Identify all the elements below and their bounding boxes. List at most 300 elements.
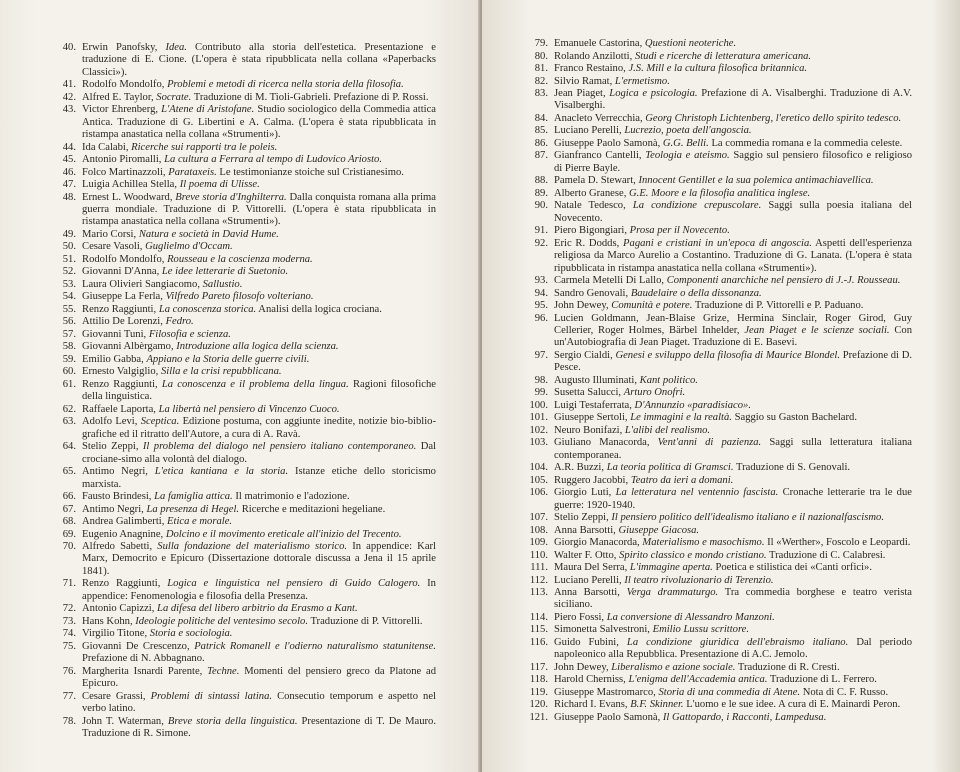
entry-number: 64. (62, 441, 76, 453)
catalog-entry (520, 375, 912, 387)
catalog-entry (48, 416, 436, 441)
catalog-entry (48, 192, 436, 229)
entry-title: La presenza di Hegel. (146, 503, 240, 515)
catalog-entry (520, 38, 912, 50)
entry-number: 56. (62, 316, 76, 328)
entry-title: L'immagine aperta. (629, 562, 713, 574)
entry-author: Augusto Illuminati, (554, 374, 637, 386)
catalog-entry (48, 254, 436, 266)
entry-number: 85. (534, 125, 548, 137)
catalog-entry (48, 491, 436, 503)
entry-title: La letteratura nel ventennio fascista. (615, 487, 779, 499)
entry-number: 118. (529, 674, 548, 686)
catalog-entry (520, 238, 912, 275)
entry-note: Traduzione di M. Tioli-Gabrieli. Prefazione di P. Rossi. (193, 91, 429, 103)
entry-number: 48. (62, 191, 76, 203)
entry-number: 98. (534, 374, 548, 386)
entry-number: 78. (62, 715, 76, 727)
entry-number: 63. (62, 416, 76, 428)
entry-author: Maura Del Serra, (554, 562, 628, 574)
entry-title: La difesa del libero arbitrio da Erasmo a Kant. (157, 603, 358, 615)
catalog-entry (520, 437, 912, 462)
catalog-entry (48, 154, 436, 166)
entry-author: Giuseppe Sertoli, (554, 412, 628, 424)
entry-author: Rodolfo Mondolfo, (82, 253, 165, 265)
entry-author: Ida Calabi, (82, 141, 129, 153)
entry-title: L'etica kantiana e la storia. (154, 466, 289, 478)
entry-number: 50. (62, 241, 76, 253)
entry-number: 116. (529, 636, 548, 648)
catalog-entry (520, 462, 912, 474)
entry-number: 61. (62, 378, 76, 390)
entry-number: 102. (529, 424, 548, 436)
entry-title: J.S. Mill e la cultura filosofica britannica. (628, 63, 808, 74)
entry-title: Sceptica. (140, 416, 180, 428)
entry-title: Sallustio. (202, 278, 243, 290)
entry-title: Il teatro rivoluzionario di Terenzio. (624, 574, 774, 586)
entry-title: Problemi e metodi di ricerca nella storia della filosofia. (167, 79, 404, 91)
entry-title: Studi e ricerche di letteratura americana. (634, 50, 812, 62)
entry-note: Istanze etiche dello storicismo marxista. (82, 466, 436, 490)
entry-number: 71. (62, 578, 76, 590)
entry-note: La commedia romana e la commedia celeste. (711, 137, 903, 149)
entry-title: La conoscenza storica. (158, 303, 257, 315)
entry-author: Gianfranco Cantelli, (554, 150, 642, 162)
catalog-entry (48, 529, 436, 541)
entry-title: Patrick Romanell e l'odierno naturalismo statunitense. (194, 640, 437, 652)
entry-title: Appiano e la Storia delle guerre civili. (146, 353, 310, 365)
entry-number: 92. (534, 237, 548, 249)
entry-number: 95. (534, 300, 548, 312)
entry-title: La condizione giuridica dell'ebraismo italiano. (626, 636, 849, 648)
entry-author: John Dewey, (554, 661, 609, 673)
entry-title: Guglielmo d'Occam. (145, 241, 233, 253)
entry-title: La condizione crepuscolare. (632, 200, 762, 212)
entry-note: Consecutio temporum e aspetto nel verbo latino. (82, 690, 436, 714)
catalog-entry (48, 241, 436, 253)
entry-note: Saggio sul pensiero filosofico e religioso di Pierre Bayle. (554, 150, 912, 174)
catalog-entry (520, 150, 912, 175)
entry-title: Questioni neoteriche. (644, 38, 737, 49)
catalog-entry (520, 412, 912, 424)
entry-note: Prefazione di A. Visalberghi. Traduzione di A.V. Visalberghi. (554, 88, 913, 112)
entry-note: Traduzione di P. Vittorelli e P. Paduano. (694, 300, 864, 312)
entry-number: 105. (529, 474, 548, 486)
entry-author: Simonetta Salvestroni, (554, 624, 650, 636)
entry-note: Il «Werther», Foscolo e Leopardi. (767, 537, 911, 549)
catalog-entry (48, 316, 436, 328)
entry-title: Teologia e ateismo. (645, 150, 730, 162)
entry-author: Margherita Isnardi Parente, (82, 665, 203, 677)
entry-title: Lucrezio, poeta dell'angoscia. (624, 125, 752, 137)
entry-author: Antimo Negri, (82, 503, 144, 515)
catalog-entry (48, 541, 436, 578)
catalog-entry (520, 537, 912, 549)
catalog-entry (520, 687, 912, 699)
entry-number: 86. (534, 137, 548, 149)
entry-author: Giovanni D'Anna, (82, 266, 160, 278)
entry-author: Giuseppe Mastromarco, (554, 686, 656, 698)
catalog-entry (48, 578, 436, 603)
entry-title: Genesi e sviluppo della filosofia di Maurice Blondel. (615, 349, 841, 361)
entry-author: Emilio Gabba, (82, 353, 144, 365)
catalog-entry (48, 329, 436, 341)
catalog-entry (520, 200, 912, 225)
entry-note: L'uomo e le sue idee. A cura di E. Mainardi Peron. (686, 699, 901, 711)
catalog-entry (48, 179, 436, 191)
entry-title: Jean Piaget e le scienze sociali. (744, 324, 890, 336)
entry-number: 101. (529, 412, 548, 424)
entry-note: Aspetti dell'esperienza religiosa da Marco Aurelio a Costantino. Traduzione di G. Lanata. (L'opera è stata ripubblicata in ristampa anastatica nella collana «Strumenti»). (554, 237, 913, 274)
entry-title: L'Atene di Aristofane. (161, 104, 255, 116)
entry-author: John Dewey, (554, 300, 609, 312)
entry-author: Hans Kohn, (82, 615, 133, 627)
entry-number: 47. (62, 179, 76, 191)
catalog-entry (520, 674, 912, 686)
entry-author: Ernest L. Woodward, (82, 191, 173, 203)
entry-note: Traduzione di S. Genovali. (736, 462, 851, 474)
entry-note: Cronache letterarie tra le due guerre: 1920-1940. (554, 487, 912, 511)
entry-author: Anacleto Verrecchia, (554, 112, 643, 124)
entry-author: Andrea Galimberti, (82, 516, 165, 528)
entry-title: La conversione di Alessandro Manzoni. (606, 611, 775, 623)
entry-number: 96. (534, 312, 548, 324)
entry-title: Le idee letterarie di Suetonio. (161, 266, 289, 278)
catalog-entry (520, 512, 912, 524)
catalog-entry (48, 79, 436, 91)
entry-title: B.F. Skinner. (630, 699, 684, 711)
entry-author: Luigia Achillea Stella, (82, 179, 178, 191)
catalog-entry (520, 624, 912, 636)
entry-title: La teoria politica di Gramsci. (606, 462, 734, 474)
entry-author: A.R. Buzzi, (554, 462, 605, 474)
catalog-entry (48, 404, 436, 416)
catalog-entry (48, 716, 436, 741)
entry-author: Antimo Negri, (82, 466, 148, 478)
entry-number: 40. (62, 42, 76, 53)
entry-title: Comunità e potere. (611, 300, 693, 312)
entry-author: Pamela D. Stewart, (554, 175, 636, 187)
entry-note: In appendice: Karl Marx, Democrito e Epicuro (Dissertazione dottorale discussa a Jena il 15 aprile 1841). (82, 541, 436, 577)
catalog-entry (48, 354, 436, 366)
entry-author: Piero Fossi, (554, 611, 605, 623)
entry-author: Piero Bigongiari, (554, 225, 627, 237)
entry-number: 43. (62, 104, 76, 116)
entry-title: Ideologie politiche del ventesimo secolo. (135, 615, 308, 627)
entry-title: Storia e sociologia. (149, 628, 233, 640)
catalog-entry (520, 288, 912, 300)
entry-number: 110. (529, 549, 548, 561)
catalog-entry (48, 441, 436, 466)
entry-number: 65. (62, 466, 76, 478)
entry-note: Dalla conquista romana alla prima guerra mondiale. Traduzione di P. Vittorelli. (L'opera è stata ripubblicata in ristampa anastatica nella collana «Strumenti»). (82, 191, 437, 228)
catalog-entry (520, 175, 912, 187)
entry-author: Giuseppe Paolo Samonà, (554, 137, 661, 149)
entry-author: Anna Barsotti, (554, 587, 620, 599)
entry-author: Adolfo Levi, (82, 416, 138, 428)
entry-author: Rolando Anzilotti, (554, 50, 633, 62)
entry-author: Mario Corsi, (82, 228, 137, 240)
entry-author: Alfredo Sabetti, (82, 541, 153, 553)
entry-author: Alberto Granese, (554, 187, 627, 199)
entry-title: D'Annunzio «paradisiaco». (634, 399, 751, 411)
entry-note: Tra commedia borghese e teatro verista siciliano. (554, 587, 912, 611)
catalog-entry (48, 291, 436, 303)
entry-author: Giuseppe La Ferla, (82, 291, 163, 303)
entry-number: 109. (529, 537, 548, 549)
entry-author: Susetta Salucci, (554, 387, 622, 399)
entry-title: Componenti anarchiche nel pensiero di J.-J. Rousseau. (666, 275, 901, 287)
entry-number: 66. (62, 491, 76, 503)
entry-number: 52. (62, 266, 76, 278)
entry-author: Cesare Vasoli, (82, 241, 143, 253)
entry-author: Victor Ehrenberg, (82, 104, 159, 116)
entry-number: 41. (62, 79, 76, 91)
entry-number: 60. (62, 366, 76, 378)
entry-note: Prefazione di N. Abbagnano. (82, 653, 205, 665)
entry-number: 119. (529, 686, 548, 698)
catalog-entry (48, 603, 436, 615)
entry-note: Il matrimonio e l'adozione. (235, 491, 350, 503)
entry-number: 67. (62, 503, 76, 515)
catalog-entry (48, 92, 436, 104)
entry-note: Ricerche e meditazioni hegeliane. (241, 503, 386, 515)
catalog-entry (520, 313, 912, 350)
entry-note: Nota di C. F. Russo. (802, 686, 889, 698)
entry-author: Luigi Testaferrata, (554, 399, 632, 411)
entry-note: Prefazione di D. Pesce. (554, 349, 912, 374)
entry-title: Fedro. (165, 316, 194, 328)
catalog-entry (48, 379, 436, 404)
entry-number: 45. (62, 154, 76, 166)
entry-title: Materialismo e masochismo. (642, 537, 765, 549)
catalog-entry (48, 304, 436, 316)
entry-number: 103. (529, 437, 548, 449)
entry-title: Spirito classico e mondo cristiano. (619, 549, 767, 561)
entry-title: L'ermetismo. (614, 75, 670, 87)
catalog-entry (520, 425, 912, 437)
entry-number: 59. (62, 353, 76, 365)
left-entry-list (48, 42, 436, 740)
entry-title: Socrate. (156, 91, 192, 103)
entry-number: 76. (62, 665, 76, 677)
catalog-entry (520, 125, 912, 137)
entry-number: 82. (534, 75, 548, 87)
entry-note: Le testimonianze stoiche sul Cristianesimo. (219, 166, 404, 178)
catalog-entry (48, 42, 436, 79)
entry-number: 93. (534, 275, 548, 287)
entry-number: 79. (534, 38, 548, 49)
entry-author: Walter F. Otto, (554, 549, 617, 561)
entry-title: Emilio Lussu scrittore. (652, 624, 750, 636)
entry-number: 87. (534, 150, 548, 162)
entry-note: Traduzione di C. Calabresi. (769, 549, 886, 561)
entry-number: 51. (62, 253, 76, 265)
entry-author: Sandro Genovali, (554, 287, 629, 299)
catalog-entry (48, 142, 436, 154)
entry-number: 68. (62, 516, 76, 528)
catalog-entry (48, 266, 436, 278)
entry-note: Traduzione di R. Cresti. (737, 661, 840, 673)
entry-number: 58. (62, 341, 76, 353)
entry-number: 112. (529, 574, 548, 586)
catalog-entry (48, 691, 436, 716)
catalog-entry (48, 366, 436, 378)
entry-title: Liberalismo e azione sociale. (611, 661, 736, 673)
entry-title: Problemi di sintassi latina. (150, 690, 273, 702)
catalog-entry (48, 341, 436, 353)
entry-author: Jean Piaget, (554, 88, 606, 99)
entry-title: Ricerche sui rapporti tra le poleis. (131, 141, 278, 153)
entry-author: Carmela Metelli Di Lallo, (554, 275, 665, 287)
entry-note: Ragioni filosofiche della linguistica. (82, 378, 437, 403)
entry-title: Etica e morale. (167, 516, 233, 528)
entry-number: 107. (529, 512, 548, 524)
entry-number: 115. (529, 624, 548, 636)
entry-author: Guido Fubini, (554, 636, 619, 648)
catalog-entry (48, 616, 436, 628)
entry-title: Baudelaire o della dissonanza. (630, 287, 762, 299)
catalog-entry (48, 666, 436, 691)
entry-number: 100. (529, 399, 548, 411)
entry-number: 53. (62, 278, 76, 290)
entry-number: 120. (529, 699, 548, 711)
entry-title: G.G. Belli. (662, 137, 709, 149)
entry-note: Saggi sulla letteratura italiana contemporanea. (554, 437, 912, 461)
catalog-entry (520, 350, 912, 375)
entry-number: 90. (534, 200, 548, 212)
entry-note: Studio sociologico della Commedia attica Antica. Traduzione di G. Libertini e A. Calma. (L'opera è stata ripubblicata in ristampa anastatica nella collana «Strumenti»). (82, 104, 436, 141)
entry-title: Il Gattopardo, i Racconti, Lampedusa. (662, 711, 827, 723)
entry-number: 88. (534, 175, 548, 187)
entry-title: Dolcino e il movimento ereticale all'inizio del Trecento. (165, 528, 402, 540)
catalog-entry (520, 88, 912, 113)
catalog-entry (520, 562, 912, 574)
entry-author: Anna Barsotti, (554, 524, 616, 536)
entry-author: Lucien Goldmann, Jean-Blaise Grize, Hermina Sinclair, Roger Girod, Guy Cellerier, Roger Holmes, Bärbel Inhelder, (554, 312, 912, 336)
entry-author: Giorgio Manacorda, (554, 537, 640, 549)
entry-author: Giorgio Luti, (554, 487, 612, 499)
catalog-entry (520, 612, 912, 624)
entry-author: Sergio Cialdi, (554, 349, 613, 361)
right-page (482, 0, 960, 772)
catalog-entry (520, 51, 912, 63)
catalog-entry (520, 138, 912, 150)
catalog-entry (48, 167, 436, 179)
entry-title: Prosa per il Novecento. (629, 225, 730, 237)
entry-title: Kant politico. (639, 374, 698, 386)
entry-number: 74. (62, 628, 76, 640)
entry-number: 44. (62, 141, 76, 153)
entry-author: Richard I. Evans, (554, 699, 628, 711)
entry-title: Teatro da ieri a domani. (630, 474, 734, 486)
entry-number: 83. (534, 88, 548, 99)
entry-note: Edizione postuma, con aggiunte inedite, notizie bio-biblio- grafiche ed il ritratto dell'Autore, a cura di A. Ravà. (82, 416, 436, 440)
entry-author: Cesare Grassi, (82, 690, 146, 702)
catalog-entry (48, 104, 436, 141)
entry-title: L'alibi del realismo. (624, 424, 711, 436)
entry-note: Dal crociane-simo alla volontà del dialogo. (82, 441, 436, 465)
catalog-entry (48, 628, 436, 640)
entry-title: Logica e linguistica nel pensiero di Guido Calogero. (167, 578, 421, 590)
entry-author: Raffaele Laporta, (82, 403, 156, 415)
entry-number: 121. (529, 711, 548, 723)
catalog-entry (520, 113, 912, 125)
catalog-entry (520, 63, 912, 75)
entry-note: Saggio su Gaston Bachelard. (734, 412, 857, 424)
entry-note: Contributo alla storia dell'estetica. Presentazione e traduzione di E. Cione. (L'opera è stata ripubblicata nella collana «Paperbacks Classici»). (82, 42, 436, 78)
entry-number: 117. (529, 661, 548, 673)
entry-title: Parataxeis. (168, 166, 217, 178)
entry-note: In appendice: Fenomenologia e filosofia della Presenza. (82, 578, 436, 602)
catalog-entry (520, 300, 912, 312)
entry-title: Introduzione alla logica della scienza. (176, 341, 339, 353)
entry-number: 106. (529, 487, 548, 499)
entry-author: Antonio Capizzi, (82, 603, 155, 615)
entry-title: Innocent Gentillet e la sua polemica antimachiavellica. (638, 175, 874, 187)
entry-author: Luciano Perelli, (554, 574, 622, 586)
entry-title: La libertà nel pensiero di Vincenzo Cuoco. (158, 403, 340, 415)
entry-author: Giuseppe Paolo Samonà, (554, 711, 661, 723)
entry-author: Virgilio Titone, (82, 628, 148, 640)
entry-title: Vilfredo Pareto filosofo volteriano. (165, 291, 314, 303)
entry-number: 89. (534, 187, 548, 199)
entry-note: Con un'Autobiografia di Jean Piaget. Traduzione di E. Basevi. (554, 324, 913, 349)
entry-title: Rousseau e la coscienza moderna. (167, 253, 313, 265)
entry-note: Presentazione di T. De Mauro. Traduzione di R. Simone. (82, 715, 436, 739)
entry-title: Il poema di Ulisse. (179, 179, 260, 191)
entry-author: Antonio Piromalli, (82, 154, 162, 166)
entry-number: 57. (62, 328, 76, 340)
entry-number: 49. (62, 228, 76, 240)
entry-author: Emanuele Castorina, (554, 38, 643, 49)
entry-author: Franco Restaino, (554, 63, 626, 74)
entry-number: 91. (534, 225, 548, 237)
catalog-entry (48, 504, 436, 516)
catalog-entry (520, 662, 912, 674)
entry-number: 55. (62, 303, 76, 315)
entry-author: Eugenio Anagnine, (82, 528, 164, 540)
catalog-entry (520, 575, 912, 587)
entry-number: 62. (62, 403, 76, 415)
entry-title: Le immagini e la realtà. (630, 412, 732, 424)
entry-title: La conoscenza e il problema della lingua. (161, 378, 349, 390)
entry-number: 42. (62, 91, 76, 103)
entry-author: Ruggero Jacobbi, (554, 474, 629, 486)
entry-author: Erwin Panofsky, (82, 42, 158, 53)
entry-author: Neuro Bonifazi, (554, 424, 623, 436)
catalog-entry (520, 550, 912, 562)
entry-title: Pagani e cristiani in un'epoca di angoscia. (623, 237, 812, 249)
entry-number: 97. (534, 349, 548, 361)
entry-number: 84. (534, 112, 548, 124)
entry-title: Idea. (165, 42, 187, 53)
entry-note: Analisi della logica crociana. (258, 303, 382, 315)
entry-note: Saggi sulla poesia italiana del Novecento. (554, 200, 912, 224)
entry-author: Folco Martinazzoli, (82, 166, 166, 178)
catalog-entry (48, 229, 436, 241)
entry-author: Giovanni Albèrgamo, (82, 341, 174, 353)
catalog-entry (48, 279, 436, 291)
entry-author: John T. Waterman, (82, 715, 164, 727)
entry-number: 114. (529, 611, 548, 623)
catalog-entry (520, 275, 912, 287)
entry-note: Poetica e stilistica dei «Canti orfici». (715, 562, 872, 574)
catalog-entry (48, 641, 436, 666)
entry-title: Natura e società in David Hume. (138, 228, 279, 240)
entry-author: Natale Tedesco, (554, 200, 626, 212)
entry-author: Laura Olivieri Sangiacomo, (82, 278, 200, 290)
